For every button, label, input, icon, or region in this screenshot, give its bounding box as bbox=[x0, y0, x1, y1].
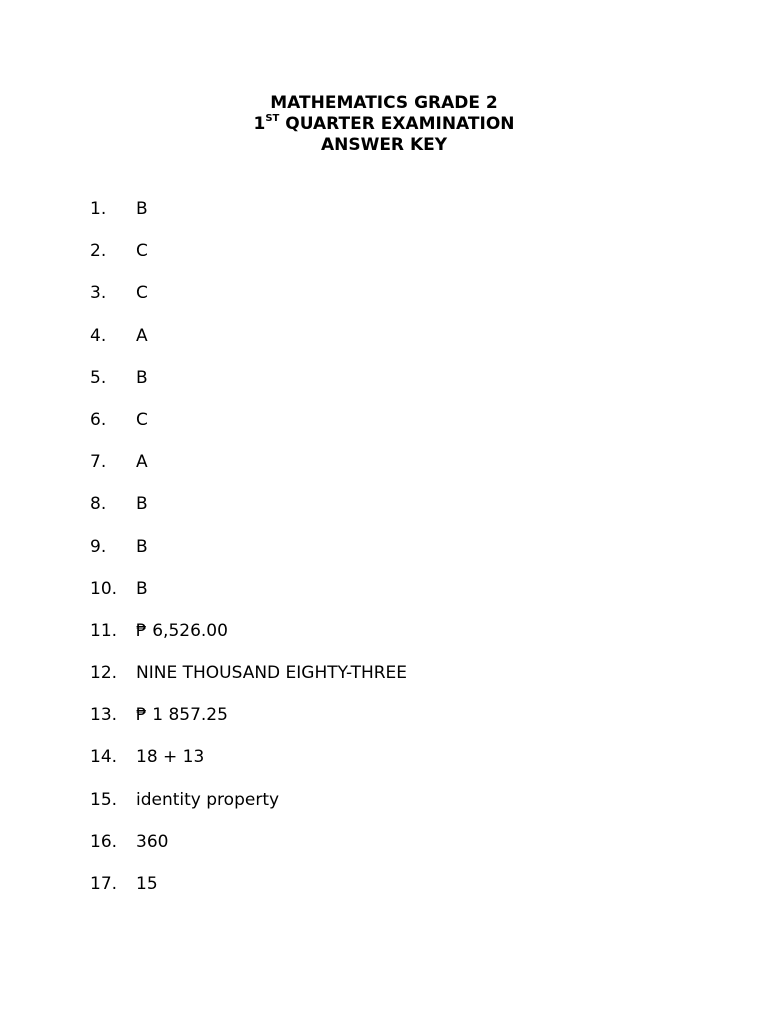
answer-text: 18 + 13 bbox=[136, 747, 205, 768]
answer-text: identity property bbox=[136, 789, 280, 810]
answer-text: ₱ 6,526.00 bbox=[136, 620, 228, 641]
quarter-exam-label: QUARTER EXAMINATION bbox=[279, 114, 515, 134]
document-header bbox=[0, 93, 768, 156]
answer-item bbox=[90, 409, 407, 451]
answer-number: 17. bbox=[90, 874, 118, 894]
answer-item bbox=[90, 578, 407, 620]
answer-number: 7. bbox=[90, 452, 107, 473]
answer-number: 9. bbox=[90, 536, 107, 557]
answer-item bbox=[90, 282, 407, 324]
quarter-ordinal-suffix: ST bbox=[265, 113, 280, 125]
answer-list bbox=[90, 198, 407, 915]
answer-item bbox=[90, 873, 407, 915]
answer-text: NINE THOUSAND EIGHTY-THREE bbox=[136, 663, 408, 684]
answer-number: 4. bbox=[90, 325, 107, 346]
answer-text: B bbox=[136, 536, 148, 557]
answer-item bbox=[90, 620, 407, 662]
answer-text: B bbox=[136, 367, 148, 388]
answer-number: 12. bbox=[90, 663, 118, 684]
answer-number: 10. bbox=[90, 578, 118, 599]
answer-text: C bbox=[136, 409, 148, 430]
answer-text: B bbox=[136, 494, 148, 515]
answer-item bbox=[90, 493, 407, 535]
answer-key-heading: ANSWER KEY bbox=[320, 135, 448, 155]
answer-text: ₱ 1 857.25 bbox=[136, 705, 228, 726]
answer-item bbox=[90, 662, 407, 704]
answer-number: 14. bbox=[90, 747, 118, 768]
answer-text: C bbox=[136, 283, 148, 304]
answer-number: 2. bbox=[90, 241, 107, 262]
answer-number: 6. bbox=[90, 409, 107, 430]
answer-number: 5. bbox=[90, 367, 107, 388]
answer-number: 11. bbox=[90, 620, 118, 641]
answer-text: B bbox=[136, 578, 148, 599]
answer-item bbox=[90, 536, 407, 578]
answer-text: A bbox=[136, 325, 148, 346]
answer-item bbox=[90, 831, 407, 873]
document-title: MATHEMATICS GRADE 2 bbox=[270, 93, 498, 113]
answer-number: 8. bbox=[90, 494, 107, 515]
answer-item bbox=[90, 789, 407, 831]
answer-item bbox=[90, 198, 407, 240]
answer-item bbox=[90, 367, 407, 409]
answer-item bbox=[90, 325, 407, 367]
answer-item bbox=[90, 746, 407, 788]
answer-item bbox=[90, 240, 407, 282]
document-subtitle bbox=[0, 114, 768, 135]
answer-number: 3. bbox=[90, 283, 107, 304]
answer-text: C bbox=[136, 241, 148, 262]
answer-number: 1. bbox=[90, 199, 107, 219]
answer-text: 15 bbox=[136, 874, 158, 894]
answer-number: 15. bbox=[90, 789, 118, 810]
answer-text: B bbox=[136, 199, 148, 219]
answer-item bbox=[90, 704, 407, 746]
answer-text: A bbox=[136, 452, 148, 473]
answer-text: 360 bbox=[136, 831, 169, 852]
answer-item bbox=[90, 451, 407, 493]
quarter-number: 1 bbox=[253, 114, 266, 134]
answer-number: 13. bbox=[90, 705, 118, 726]
answer-number: 16. bbox=[90, 831, 118, 852]
